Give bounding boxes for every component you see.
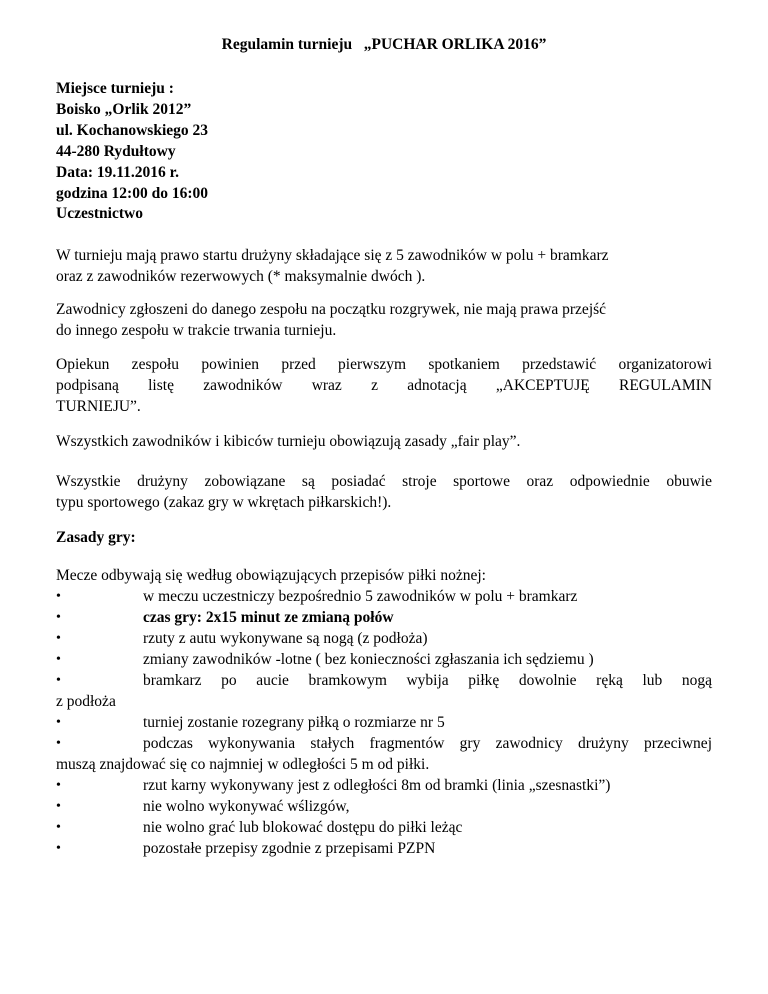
list-item bbox=[56, 649, 716, 670]
venue-city: 44-280 Rydułtowy bbox=[56, 143, 176, 160]
bullet-icon: • bbox=[56, 589, 61, 604]
bullet-icon: • bbox=[56, 799, 61, 814]
venue-label: Miejsce turnieju : bbox=[56, 80, 174, 97]
bullet-icon: • bbox=[56, 631, 61, 646]
venue-field: Boisko „Orlik 2012” bbox=[56, 101, 192, 118]
venue-details bbox=[56, 78, 208, 204]
paragraph-equipment-line2: typu sportowego (zakaz gry w wkrętach piłkarskich!). bbox=[56, 494, 392, 511]
list-item bbox=[56, 628, 716, 649]
bullet-icon: • bbox=[56, 715, 61, 730]
rules-heading bbox=[56, 527, 712, 548]
paragraph-coach bbox=[56, 354, 712, 417]
paragraph-fairplay: Wszystkich zawodników i kibiców turnieju obowiązują zasady „fair play”. bbox=[56, 433, 521, 450]
bullet-icon: • bbox=[56, 820, 61, 835]
rules-intro: Mecze odbywają się według obowiązujących przepisów piłki nożnej: bbox=[56, 567, 486, 584]
paragraph-coach-line1: Opiekun zespołu powinien przed pierwszym spotkaniem przedstawić organizatorowi bbox=[56, 356, 712, 373]
venue-date: Data: 19.11.2016 r. bbox=[56, 164, 179, 181]
rule-text: nie wolno grać lub blokować dostępu do piłki leżąc bbox=[143, 819, 463, 836]
venue-hours: godzina 12:00 do 16:00 bbox=[56, 185, 208, 202]
document-title bbox=[0, 34, 768, 55]
bullet-icon: • bbox=[56, 610, 61, 625]
rule-text: bramkarz po aucie bramkowym wybija piłkę dowolnie ręką lub nogą bbox=[143, 672, 712, 689]
rule-text: pozostałe przepisy zgodnie z przepisami PZPN bbox=[143, 840, 436, 857]
paragraph-equipment bbox=[56, 471, 712, 513]
rule-text: nie wolno wykonywać wślizgów, bbox=[143, 798, 350, 815]
paragraph-transfer-line2: do innego zespołu w trakcie trwania turnieju. bbox=[56, 322, 337, 339]
paragraph-transfer bbox=[56, 299, 712, 341]
list-item bbox=[56, 817, 716, 838]
bullet-icon: • bbox=[56, 736, 61, 751]
rule-text: rzuty z autu wykonywane są nogą (z podłoża) bbox=[143, 630, 428, 647]
bullet-icon: • bbox=[56, 841, 61, 856]
rule-text: turniej zostanie rozegrany piłką o rozmiarze nr 5 bbox=[143, 714, 445, 731]
paragraph-teams bbox=[56, 245, 712, 287]
participation-heading: Uczestnictwo bbox=[56, 205, 143, 222]
list-item bbox=[56, 712, 716, 733]
paragraph-coach-line2: podpisaną listę zawodników wraz z adnotacją „AKCEPTUJĘ REGULAMIN bbox=[56, 377, 712, 394]
list-item bbox=[56, 607, 716, 628]
rule-text-continued: muszą znajdować się co najmniej w odległości 5 m od piłki. bbox=[56, 756, 430, 773]
rule-text: czas gry: 2x15 minut ze zmianą połów bbox=[143, 609, 394, 626]
rules-list bbox=[56, 586, 716, 859]
venue-street: ul. Kochanowskiego 23 bbox=[56, 122, 209, 139]
paragraph-coach-line3: TURNIEJU”. bbox=[56, 398, 141, 415]
bullet-icon: • bbox=[56, 778, 61, 793]
paragraph-equipment-line1: Wszystkie drużyny zobowiązane są posiadać stroje sportowe oraz odpowiednie obuwie bbox=[56, 473, 712, 490]
rule-text: podczas wykonywania stałych fragmentów gry zawodnicy drużyny przeciwnej bbox=[143, 735, 712, 752]
paragraph-teams-line2: oraz z zawodników rezerwowych (* maksymalnie dwóch ). bbox=[56, 268, 426, 285]
list-item bbox=[56, 586, 716, 607]
rules-heading-text: Zasady gry: bbox=[56, 529, 136, 546]
bullet-icon: • bbox=[56, 673, 61, 688]
rule-text-continued: z podłoża bbox=[56, 693, 116, 710]
list-item bbox=[56, 670, 716, 712]
list-item bbox=[56, 733, 716, 775]
list-item bbox=[56, 775, 716, 796]
paragraph-transfer-line1: Zawodnicy zgłoszeni do danego zespołu na początku rozgrywek, nie mają prawa przejść bbox=[56, 301, 607, 318]
bullet-icon: • bbox=[56, 652, 61, 667]
list-item bbox=[56, 796, 716, 817]
tournament-name: „PUCHAR ORLIKA 2016” bbox=[363, 36, 547, 53]
list-item bbox=[56, 838, 716, 859]
rule-text: zmiany zawodników -lotne ( bez konieczności zgłaszania ich sędziemu ) bbox=[143, 651, 594, 668]
title-prefix: Regulamin turnieju bbox=[221, 36, 356, 53]
rule-text: w meczu uczestniczy bezpośrednio 5 zawodników w polu + bramkarz bbox=[143, 588, 578, 605]
rule-text: rzut karny wykonywany jest z odległości 8m od bramki (linia „szesnastki”) bbox=[143, 777, 611, 794]
paragraph-teams-line1: W turnieju mają prawo startu drużyny składające się z 5 zawodników w polu + bramkarz bbox=[56, 247, 609, 264]
